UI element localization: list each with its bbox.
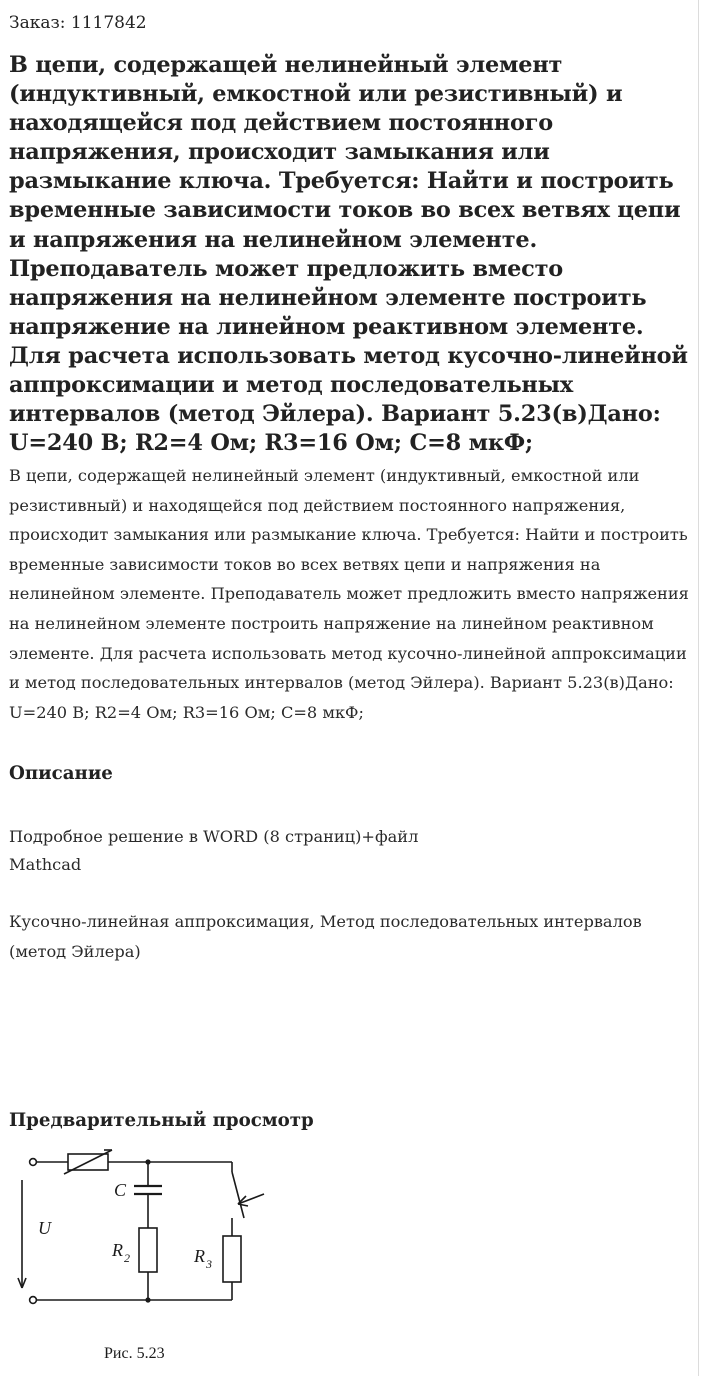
label-r3: R bbox=[194, 1246, 205, 1266]
page-border bbox=[698, 0, 699, 1376]
task-title: В цепи, содержащей нелинейный элемент (индуктивный, емкостной или резистивный) и находящейся под действием постоянного напряжения, происходит замыкания или размыкание ключа. Требуется: Найти и построить временные зависимости токов во всех ветвях цепи и напряжения на нелинейном элементе. Преподаватель может предложить вместо напряжения на нелинейном элементе построить напряжение на линейном реактивном элементе. Для расчета использовать метод кусочно-линейной аппроксимации и метод последовательных интервалов (метод Эйлера). Вариант 5.23(в)Дано: U=240 В; R2=4 Ом; R3=16 Ом; C=8 мкФ; bbox=[9, 52, 688, 457]
description-tags: Кусочно-линейная аппроксимация, Метод последовательных интервалов (метод Эйлера) bbox=[9, 912, 642, 961]
figure-caption: Рис. 5.23 bbox=[104, 1345, 165, 1362]
bottom-terminal bbox=[30, 1297, 37, 1304]
preview-heading: Предварительный просмотр bbox=[9, 1110, 314, 1131]
top-terminal bbox=[30, 1159, 37, 1166]
switch-blade bbox=[232, 1172, 244, 1218]
order-number: Заказ: 1117842 bbox=[9, 13, 147, 33]
task-body: В цепи, содержащей нелинейный элемент (индуктивный, емкостной или резистивный) и находящейся под действием постоянного напряжения, происходит замыкания или размыкание ключа. Требуется: Найти и построить временные зависимости токов во всех ветвях цепи и напряжения на нелинейном элементе. Преподаватель может предложить вместо напряжения на нелинейном элементе построить напряжение на линейном реактивном элементе. Для расчета использовать метод кусочно-линейной аппроксимации и метод последовательных интервалов (метод Эйлера). Вариант 5.23(в)Дано: U=240 В; R2=4 Ом; R3=16 Ом; C=8 мкФ; bbox=[9, 466, 689, 722]
label-c: C bbox=[114, 1180, 127, 1200]
resistor-r2 bbox=[139, 1228, 157, 1272]
resistor-r3 bbox=[223, 1236, 241, 1282]
node-bottom bbox=[145, 1297, 150, 1302]
description-line-1: Подробное решение в WORD (8 страниц)+файл bbox=[9, 827, 419, 846]
label-r3-sub: 3 bbox=[206, 1257, 212, 1271]
description-line-2: Mathcad bbox=[9, 855, 82, 874]
label-r2-sub: 2 bbox=[124, 1251, 130, 1265]
label-u: U bbox=[38, 1218, 51, 1238]
circuit-diagram bbox=[0, 1140, 290, 1376]
circuit-figure bbox=[0, 1140, 290, 1376]
node-top bbox=[145, 1159, 150, 1164]
label-r2: R bbox=[112, 1240, 123, 1260]
description-heading: Описание bbox=[9, 763, 113, 784]
